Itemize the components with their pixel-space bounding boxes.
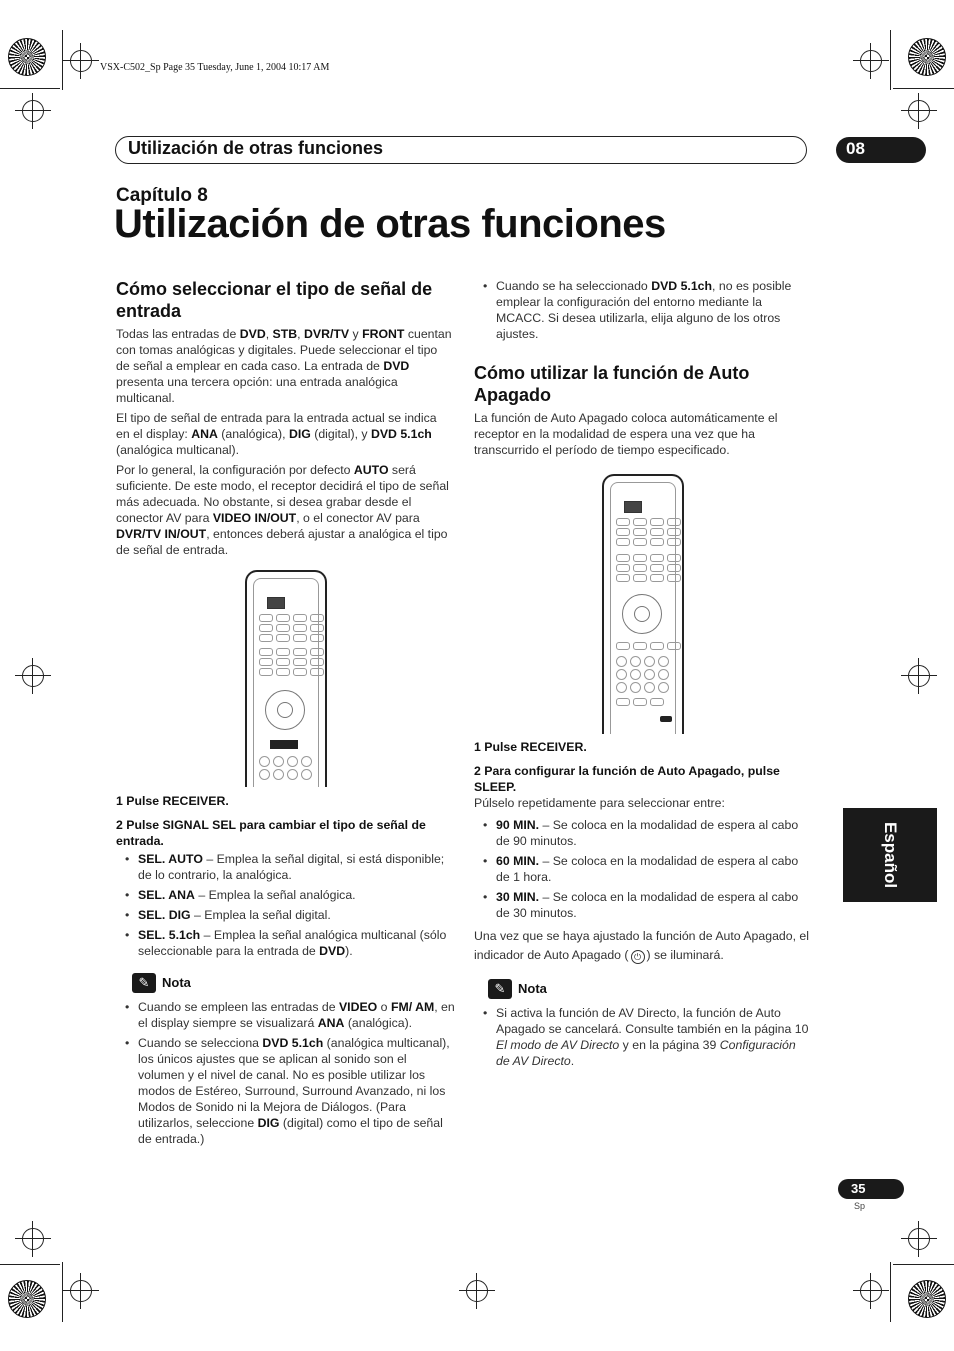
step-2: 2 Pulse SIGNAL SEL para cambiar el tipo de señal de entrada. [116,818,426,848]
signal-options-list [116,851,456,959]
bold-term: DVR/TV IN/OUT [116,527,207,541]
nota-header [488,979,810,999]
page-title: Utilización de otras funciones [114,202,666,246]
chapter-label: Capítulo 8 [116,185,208,206]
italic-ref: El modo de AV Directo [496,1038,620,1052]
nota-label: Nota [518,981,547,996]
crop-mark [62,1262,63,1322]
note-pencil-icon: ✎ [488,979,512,999]
list-item: • Cuando se empleen las entradas de VIDEO o FM/ AM, en el display siempre se visualizará ANA (analógica). [116,999,456,1031]
nota-list [116,999,456,1147]
step-1: 1 Pulse RECEIVER. [116,794,229,808]
remote-display [624,501,642,513]
page-number: 35 [851,1181,866,1196]
registration-mark [22,665,44,687]
crop-mark [0,88,60,89]
registration-mark [908,100,930,122]
registration-mark [22,1228,44,1250]
bold-term: DVD [239,327,266,341]
list-item: • Si activa la función de AV Directo, la función de Auto Apagado se cancelará. Consulte también en la página 10 El modo de AV Directo y en la página 39 Configuración de AV Directo. [474,1005,810,1069]
bold-term: DIG [257,1116,280,1130]
power-icon: ⏻ [631,950,645,964]
bold-term: ANA [191,427,218,441]
nota-label: Nota [162,975,191,990]
remote-control-illustration [245,570,327,787]
registration-disc [8,1280,46,1318]
bold-term: DVD [383,359,410,373]
step-2: 2 Para configurar la función de Auto Apagado, pulse SLEEP. [474,764,780,794]
remote-dpad-center [277,702,293,718]
registration-mark [466,1280,488,1302]
left-steps [116,793,456,1151]
bold-term: DIG [288,427,311,441]
left-column [116,278,452,562]
bold-term: 90 MIN. [496,818,540,832]
bold-term: VIDEO [338,1000,378,1014]
registration-mark [860,1280,882,1302]
bold-term: DVD 5.1ch [262,1036,324,1050]
paragraph: Una vez que se haya ajustado la función de Auto Apagado, el indicador de Auto Apagado ( ⏻ ) se iluminará. [474,929,809,962]
registration-mark [70,50,92,72]
registration-mark [908,1228,930,1250]
bold-term: SEL. AUTO [138,852,203,866]
sleep-options-list [474,817,810,921]
paragraph: Púlselo repetidamente para seleccionar entre: [474,796,725,810]
bold-term: FM/ AM [390,1000,435,1014]
step-1: 1 Pulse RECEIVER. [474,740,587,754]
header-title: Utilización de otras funciones [128,138,384,158]
bold-term: SEL. ANA [138,888,195,902]
list-item: • 30 MIN. – Se coloca en la modalidad de espera al cabo de 30 minutos. [474,889,810,921]
list-item: • 60 MIN. – Se coloca en la modalidad de espera al cabo de 1 hora. [474,853,810,885]
bold-term: VIDEO IN/OUT [212,511,297,525]
paragraph: Por lo general, la configuración por defecto AUTO será suficiente. De este modo, el receptor decidirá el tipo de señal más adecuada. No obstante, si desea grabar desde el conector AV para VIDEO IN/OUT, o el conector AV para DVR/TV IN/OUT, entonces deberá ajustar a analógica el tipo de señal de entrada. [116,463,449,557]
list-item: • Cuando se selecciona DVD 5.1ch (analógica multicanal), los únicos ajustes que se aplican al sonido son el volumen y el nivel de canal. No es posible utilizar los modos de Estéreo, Surround, Surround Avanzado, ni los Modos de Sonido ni la Mejora de Diálogos. (Para utilizarlos, seleccione DIG (digital) como el tipo de señal de entrada.) [116,1035,456,1147]
nota-header [132,973,456,993]
sleep-button-highlight [660,716,672,722]
bold-term: SEL. 5.1ch [138,928,201,942]
crop-mark [893,88,954,89]
crop-mark [890,30,891,90]
language-tab-label: Español [881,821,900,889]
section-heading: Cómo seleccionar el tipo de señal de entrada [116,279,433,321]
bold-term: DVD [319,944,346,958]
bold-term: STB [272,327,298,341]
list-item: • SEL. ANA – Emplea la señal analógica. [116,887,456,903]
right-steps [474,739,810,1073]
page-number-badge [838,1179,904,1199]
bold-term: DVD 5.1ch [370,427,432,441]
bold-term: ANA [317,1016,345,1030]
list-item: • 90 MIN. – Se coloca en la modalidad de espera al cabo de 90 minutos. [474,817,810,849]
bold-term: AUTO [353,463,389,477]
crop-mark [890,1262,891,1322]
registration-mark [860,50,882,72]
bold-term: 60 MIN. [496,854,540,868]
remote-control-illustration [602,474,684,734]
remote-dpad-center [634,606,650,622]
registration-mark [908,665,930,687]
bold-term: FRONT [362,327,405,341]
bold-term: 30 MIN. [496,890,540,904]
paragraph: El tipo de señal de entrada para la entrada actual se indica en el display: ANA (analógica), DIG (digital), y DVD 5.1ch (analógica multicanal). [116,411,437,457]
bold-term: DVD 5.1ch [651,279,713,293]
crop-mark [62,30,63,90]
registration-mark [70,1280,92,1302]
crop-mark [0,1264,60,1265]
right-column-top [474,278,810,462]
nota-list [474,1005,810,1069]
registration-disc [908,38,946,76]
paragraph: Todas las entradas de DVD, STB, DVR/TV y FRONT cuentan con tomas analógicas y digitales. Puede seleccionar el tipo de señal a emplear en cada caso. La entrada de DVD presenta una tercera opción: una entrada analógica multicanal. [116,327,452,405]
list-item: • SEL. 5.1ch – Emplea la señal analógica multicanal (sólo seleccionable para la entrada de DVD). [116,927,456,959]
list-item: • SEL. AUTO – Emplea la señal digital, si está disponible; de lo contrario, la analógica. [116,851,456,883]
remote-display [267,597,285,609]
note-pencil-icon: ✎ [132,973,156,993]
list-item: • SEL. DIG – Emplea la señal digital. [116,907,456,923]
paragraph: La función de Auto Apagado coloca automáticamente el receptor en la modalidad de espera una vez que ha transcurrido el período de tiempo especificado. [474,411,778,457]
chapter-number: 08 [846,139,865,158]
crop-mark [893,1264,954,1265]
registration-mark [22,100,44,122]
bold-term: DVR/TV [304,327,350,341]
italic-ref: Configuración de AV Directo [496,1038,796,1068]
list-item: • Cuando se ha seleccionado DVD 5.1ch, no es posible emplear la configuración del entorno mediante la MCACC. Si desea utilizarla, elija alguno de los otros ajustes. [474,278,810,342]
bold-term: SEL. DIG [138,908,191,922]
signal-sel-highlight [270,740,298,749]
section-heading: Cómo utilizar la función de Auto Apagado [474,363,750,405]
print-slug: VSX-C502_Sp Page 35 Tuesday, June 1, 2004 10:17 AM [100,62,330,73]
registration-disc [908,1280,946,1318]
registration-disc [8,38,46,76]
page-language: Sp [854,1201,866,1211]
